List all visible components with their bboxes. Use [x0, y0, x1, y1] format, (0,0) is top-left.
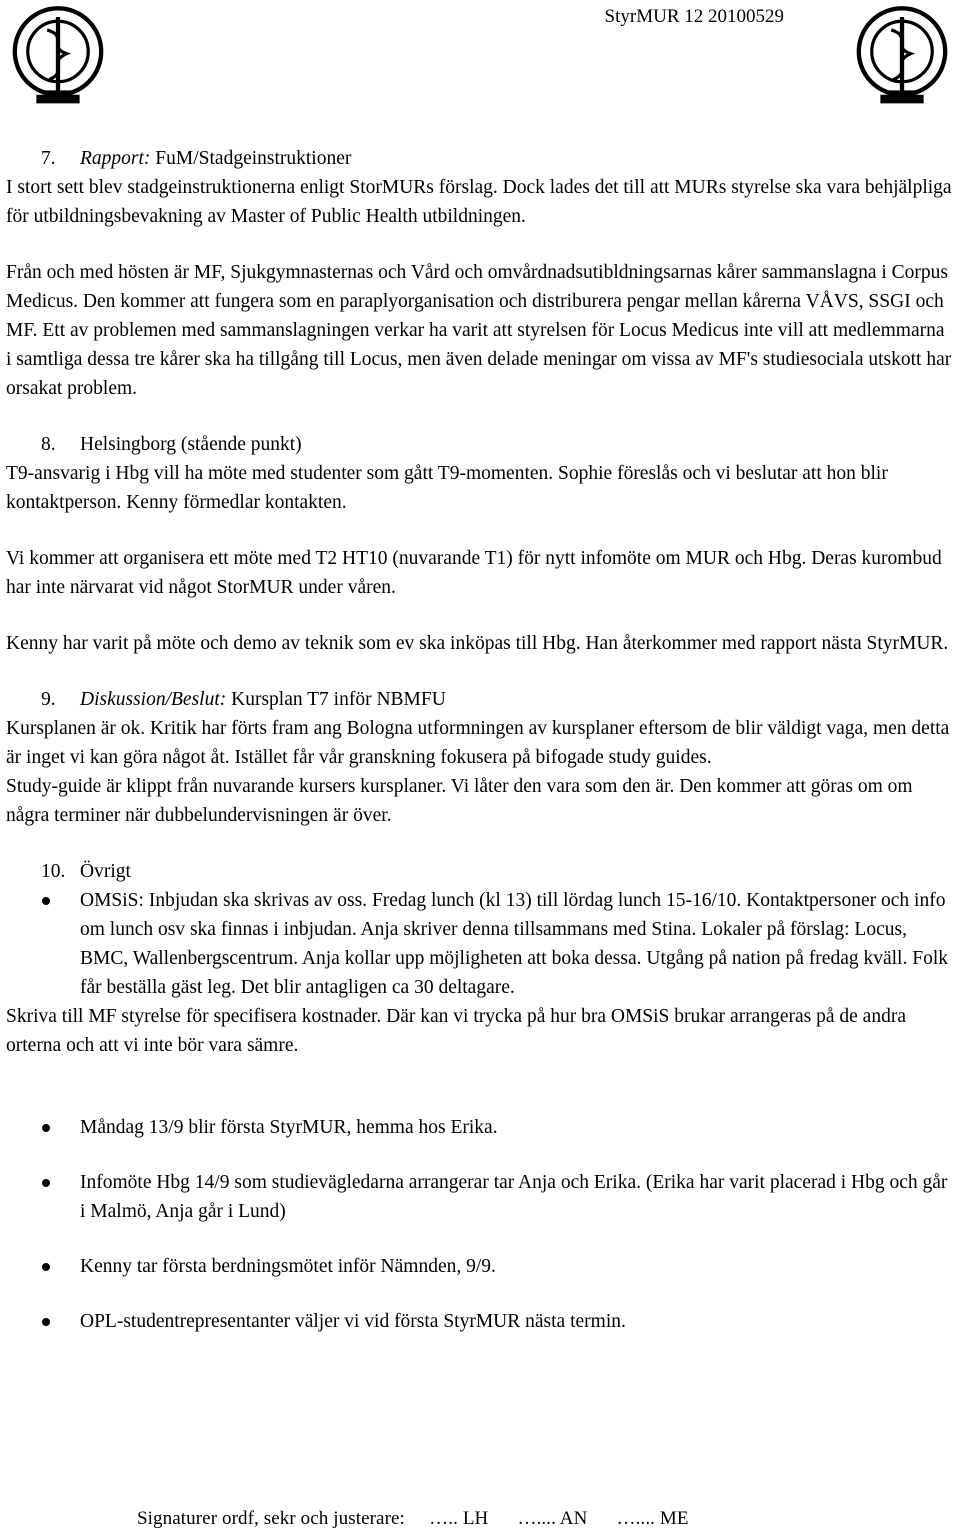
section-8-paragraph: Vi kommer att organisera ett möte med T2 HT10 (nuvarande T1) för nytt infomöte om MUR och Hbg. Deras kurombud har inte närvarat vid något StorMUR under våren. — [6, 548, 942, 598]
section-8-heading — [6, 430, 954, 459]
section-number: 10. — [41, 861, 66, 882]
signature-initials: ….. LH — [429, 1508, 489, 1529]
section-7-heading — [6, 144, 954, 173]
signature-initials: ….... ME — [616, 1508, 689, 1529]
society-seal-logo-left — [4, 4, 112, 112]
society-seal-logo-right — [848, 4, 956, 112]
bullet-item: Infomöte Hbg 14/9 som studievägledarna arrangerar tar Anja och Erika. (Erika har varit placerad i Hbg och går i Malmö, Anja går i Lund) — [6, 1168, 954, 1226]
section-title: Kursplan T7 inför NBMFU — [231, 689, 446, 710]
section-title: FuM/Stadgeinstruktioner — [155, 148, 352, 169]
document-body — [6, 144, 954, 1336]
section-number: 9. — [41, 689, 56, 710]
document-header-title: StyrMUR 12 20100529 — [604, 6, 784, 27]
section-kind: Diskussion/Beslut: — [80, 689, 227, 710]
section-9-paragraph: Study-guide är klippt från nuvarande kursers kursplaner. Vi låter den vara som den är. Den kommer att göras om om några terminer när dubbelundervisningen är över. — [6, 776, 913, 826]
bullet-item: Kenny tar första berdningsmötet inför Nämnden, 9/9. — [6, 1252, 954, 1281]
section-9-paragraph: Kursplanen är ok. Kritik har förts fram ang Bologna utformningen av kursplaner eftersom de blir väldigt vaga, men detta är inget vi kan göra något åt. Istället får vår granskning fokusera på bifogade study guides. — [6, 718, 950, 768]
section-number: 8. — [41, 434, 56, 455]
bullet-item: Måndag 13/9 blir första StyrMUR, hemma hos Erika. — [6, 1113, 954, 1142]
section-title: Helsingborg (stående punkt) — [80, 434, 302, 455]
bullet-item: OPL-studentrepresentanter väljer vi vid första StyrMUR nästa termin. — [6, 1307, 954, 1336]
section-10-heading — [6, 857, 954, 886]
section-title: Övrigt — [80, 861, 131, 882]
section-number: 7. — [41, 148, 56, 169]
section-7-paragraph: I stort sett blev stadgeinstruktionerna enligt StorMURs förslag. Dock lades det till att MURs styrelse ska vara behjälpliga för utbildningsbevakning av Master of Public Health utbildningen. — [6, 177, 952, 227]
section-8-paragraph: T9-ansvarig i Hbg vill ha möte med studenter som gått T9-momenten. Sophie föreslås och vi beslutar att hon blir kontaktperson. Kenny förmedlar kontakten. — [6, 463, 888, 513]
signature-label: Signaturer ordf, sekr och justerare: — [137, 1508, 405, 1529]
bullet-item: OMSiS: Inbjudan ska skrivas av oss. Fredag lunch (kl 13) till lördag lunch 15-16/10. Kontaktpersoner och info om lunch osv ska finnas i inbjudan. Anja skriver denna tillsammans med Stina. Lokaler på förslag: Locus, BMC, Wallenbergscentrum. Anja kollar upp möjligheten att boka dessa. Utgång på nation på fredag kväll. Folk får beställa gäst leg. Det blir antagligen ca 30 deltagare. — [6, 886, 954, 1002]
section-10-paragraph: Skriva till MF styrelse för specifisera kostnader. Där kan vi trycka på hur bra OMSiS brukar arrangeras på de andra orterna och att vi inte bör vara sämre. — [6, 1006, 906, 1056]
section-kind: Rapport: — [80, 148, 151, 169]
seal-icon — [848, 4, 956, 112]
signature-initials: ….... AN — [517, 1508, 588, 1529]
section-7-paragraph: Från och med hösten är MF, Sjukgymnasternas och Vård och omvårdnadsutibldningsarnas kårer sammanslagna i Corpus Medicus. Den kommer att fungera som en paraplyorganisation och distriburera pengar mellan kårerna VÅVS, SSGI och MF. Ett av problemen med sammanslagningen verkar ha varit att styrelsen för Locus Medicus inte vill att medlemmarna i samtliga dessa tre kårer ska ha tillgång till Locus, men även delade meningar om vissa av MF's studiesociala utskott har orsakat problem. — [6, 262, 952, 399]
section-9-heading — [6, 685, 954, 714]
section-8-paragraph: Kenny har varit på möte och demo av teknik som ev ska inköpas till Hbg. Han återkommer med rapport nästa StyrMUR. — [6, 633, 949, 654]
signature-line — [137, 1508, 689, 1530]
seal-icon — [4, 4, 112, 112]
